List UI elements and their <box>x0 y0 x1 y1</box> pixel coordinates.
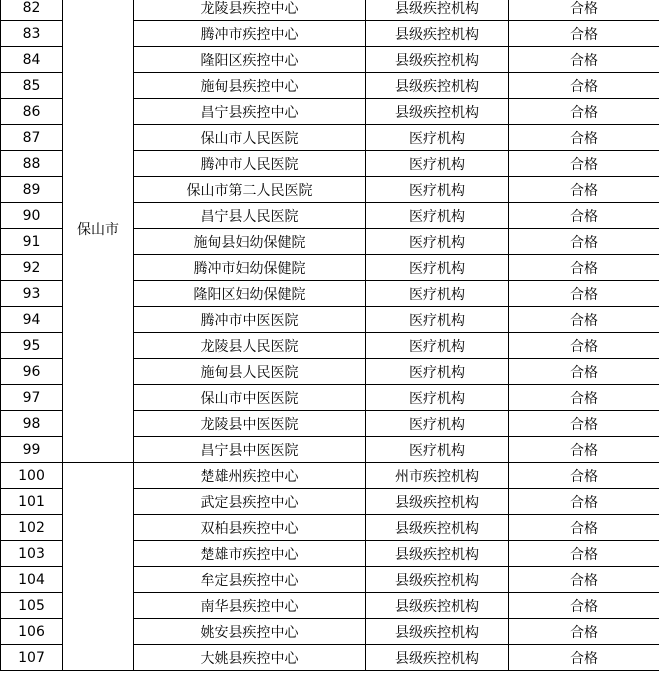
city-group-cell: 保山市 <box>63 0 134 463</box>
row-number-cell: 85 <box>1 73 63 99</box>
organization-type-cell: 医疗机构 <box>366 359 509 385</box>
row-number-cell: 100 <box>1 463 63 489</box>
result-cell: 合格 <box>509 203 659 229</box>
organization-name-cell: 楚雄市疾控中心 <box>134 541 366 567</box>
organization-name-cell: 保山市中医医院 <box>134 385 366 411</box>
result-cell: 合格 <box>509 541 659 567</box>
row-number-cell: 84 <box>1 47 63 73</box>
row-number-cell: 95 <box>1 333 63 359</box>
result-cell: 合格 <box>509 99 659 125</box>
row-number-cell: 102 <box>1 515 63 541</box>
result-cell: 合格 <box>509 151 659 177</box>
row-number-cell: 89 <box>1 177 63 203</box>
result-cell: 合格 <box>509 437 659 463</box>
organization-type-cell: 医疗机构 <box>366 125 509 151</box>
organization-name-cell: 姚安县疾控中心 <box>134 619 366 645</box>
organization-name-cell: 腾冲市妇幼保健院 <box>134 255 366 281</box>
results-table-body <box>1 0 659 671</box>
organization-type-cell: 医疗机构 <box>366 151 509 177</box>
city-group-cell <box>63 463 134 671</box>
result-cell: 合格 <box>509 21 659 47</box>
organization-type-cell: 县级疾控机构 <box>366 99 509 125</box>
row-number-cell: 104 <box>1 567 63 593</box>
result-cell: 合格 <box>509 255 659 281</box>
organization-type-cell: 县级疾控机构 <box>366 515 509 541</box>
organization-type-cell: 医疗机构 <box>366 411 509 437</box>
row-number-cell: 90 <box>1 203 63 229</box>
organization-type-cell: 县级疾控机构 <box>366 593 509 619</box>
organization-type-cell: 县级疾控机构 <box>366 0 509 21</box>
organization-type-cell: 医疗机构 <box>366 229 509 255</box>
result-cell: 合格 <box>509 359 659 385</box>
result-cell: 合格 <box>509 47 659 73</box>
result-cell: 合格 <box>509 619 659 645</box>
result-cell: 合格 <box>509 567 659 593</box>
row-number-cell: 88 <box>1 151 63 177</box>
organization-type-cell: 医疗机构 <box>366 333 509 359</box>
organization-name-cell: 隆阳区疾控中心 <box>134 47 366 73</box>
organization-type-cell: 医疗机构 <box>366 385 509 411</box>
organization-type-cell: 医疗机构 <box>366 177 509 203</box>
table-row <box>1 0 659 21</box>
row-number-cell: 101 <box>1 489 63 515</box>
result-cell: 合格 <box>509 125 659 151</box>
row-number-cell: 97 <box>1 385 63 411</box>
row-number-cell: 99 <box>1 437 63 463</box>
organization-name-cell: 龙陵县中医医院 <box>134 411 366 437</box>
organization-name-cell: 腾冲市疾控中心 <box>134 21 366 47</box>
organization-type-cell: 医疗机构 <box>366 203 509 229</box>
organization-name-cell: 楚雄州疾控中心 <box>134 463 366 489</box>
result-cell: 合格 <box>509 73 659 99</box>
organization-name-cell: 昌宁县疾控中心 <box>134 99 366 125</box>
row-number-cell: 87 <box>1 125 63 151</box>
organization-name-cell: 昌宁县人民医院 <box>134 203 366 229</box>
row-number-cell: 96 <box>1 359 63 385</box>
organization-name-cell: 南华县疾控中心 <box>134 593 366 619</box>
organization-name-cell: 保山市第二人民医院 <box>134 177 366 203</box>
organization-type-cell: 县级疾控机构 <box>366 489 509 515</box>
organization-name-cell: 龙陵县疾控中心 <box>134 0 366 21</box>
organization-name-cell: 施甸县妇幼保健院 <box>134 229 366 255</box>
organization-name-cell: 隆阳区妇幼保健院 <box>134 281 366 307</box>
organization-type-cell: 医疗机构 <box>366 307 509 333</box>
organization-name-cell: 保山市人民医院 <box>134 125 366 151</box>
row-number-cell: 107 <box>1 645 63 671</box>
organization-name-cell: 双柏县疾控中心 <box>134 515 366 541</box>
organization-name-cell: 龙陵县人民医院 <box>134 333 366 359</box>
result-cell: 合格 <box>509 307 659 333</box>
row-number-cell: 93 <box>1 281 63 307</box>
row-number-cell: 86 <box>1 99 63 125</box>
organization-type-cell: 医疗机构 <box>366 281 509 307</box>
organization-type-cell: 医疗机构 <box>366 437 509 463</box>
organization-name-cell: 施甸县人民医院 <box>134 359 366 385</box>
row-number-cell: 91 <box>1 229 63 255</box>
result-cell: 合格 <box>509 0 659 21</box>
result-cell: 合格 <box>509 593 659 619</box>
row-number-cell: 82 <box>1 0 63 21</box>
row-number-cell: 92 <box>1 255 63 281</box>
organization-type-cell: 县级疾控机构 <box>366 73 509 99</box>
organization-name-cell: 腾冲市人民医院 <box>134 151 366 177</box>
result-cell: 合格 <box>509 463 659 489</box>
row-number-cell: 98 <box>1 411 63 437</box>
organization-type-cell: 县级疾控机构 <box>366 541 509 567</box>
organization-type-cell: 县级疾控机构 <box>366 567 509 593</box>
organization-name-cell: 腾冲市中医医院 <box>134 307 366 333</box>
organization-type-cell: 医疗机构 <box>366 255 509 281</box>
result-cell: 合格 <box>509 385 659 411</box>
result-cell: 合格 <box>509 177 659 203</box>
organization-type-cell: 县级疾控机构 <box>366 619 509 645</box>
row-number-cell: 103 <box>1 541 63 567</box>
result-cell: 合格 <box>509 229 659 255</box>
organization-type-cell: 县级疾控机构 <box>366 21 509 47</box>
row-number-cell: 106 <box>1 619 63 645</box>
organization-type-cell: 县级疾控机构 <box>366 47 509 73</box>
organization-name-cell: 昌宁县中医医院 <box>134 437 366 463</box>
result-cell: 合格 <box>509 515 659 541</box>
organization-name-cell: 牟定县疾控中心 <box>134 567 366 593</box>
organization-type-cell: 州市疾控机构 <box>366 463 509 489</box>
organization-name-cell: 施甸县疾控中心 <box>134 73 366 99</box>
result-cell: 合格 <box>509 333 659 359</box>
table-row <box>1 463 659 489</box>
row-number-cell: 94 <box>1 307 63 333</box>
result-cell: 合格 <box>509 411 659 437</box>
result-cell: 合格 <box>509 281 659 307</box>
organization-name-cell: 武定县疾控中心 <box>134 489 366 515</box>
organization-name-cell: 大姚县疾控中心 <box>134 645 366 671</box>
row-number-cell: 83 <box>1 21 63 47</box>
result-cell: 合格 <box>509 489 659 515</box>
row-number-cell: 105 <box>1 593 63 619</box>
result-cell: 合格 <box>509 645 659 671</box>
organization-type-cell: 县级疾控机构 <box>366 645 509 671</box>
